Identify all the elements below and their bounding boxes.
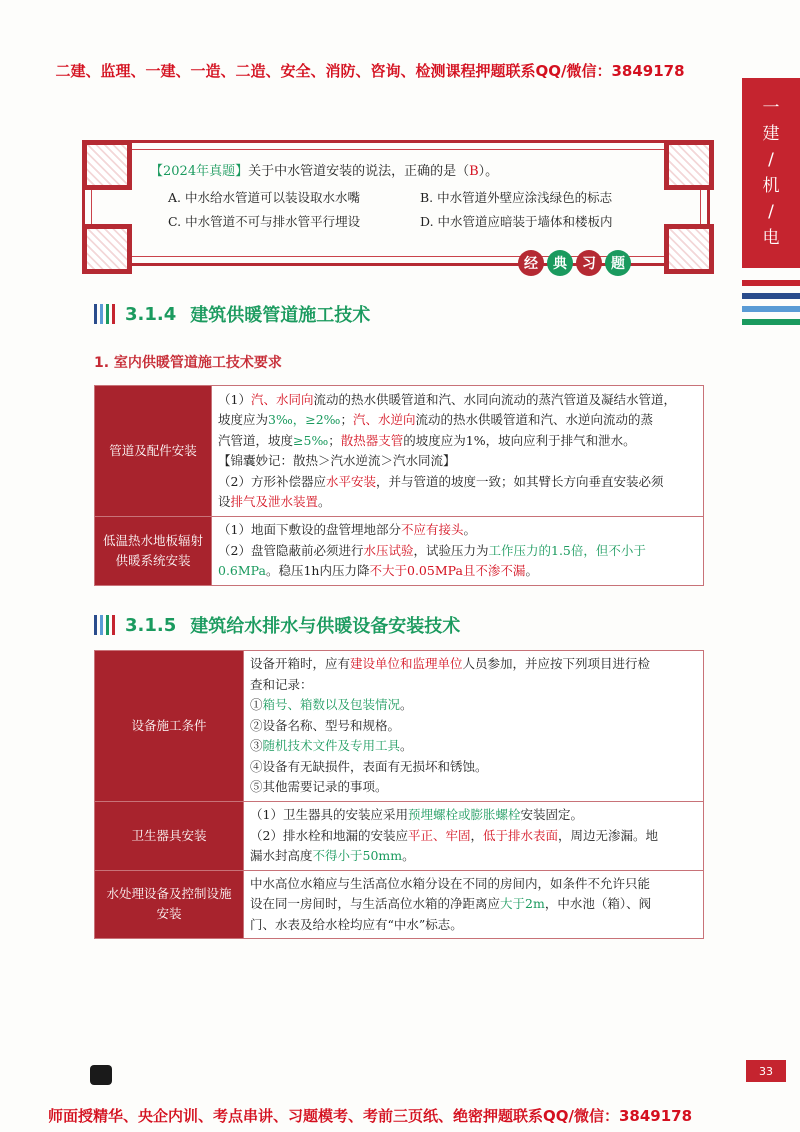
row-label: 管道及配件安装 <box>95 386 212 517</box>
row-label: 卫生器具安装 <box>95 802 244 871</box>
badge-char: 题 <box>605 250 631 276</box>
section-title: 建筑给水排水与供暖设备安装技术 <box>190 616 461 637</box>
row-label: 设备施工条件 <box>95 651 244 802</box>
side-stripe-blue <box>742 293 800 299</box>
side-tab-char: / <box>768 202 774 222</box>
section-bars-icon <box>94 615 115 635</box>
section-heading-315 <box>94 612 460 638</box>
frame-corner-ornament <box>664 140 714 190</box>
promo-banner-bottom: 师面授精华、央企内训、考点串讲、习题模考、考前三页纸、绝密押题联系QQ/微信：3849178 <box>47 1107 693 1125</box>
table-row <box>95 517 704 586</box>
exercise-year-tag: 【2024年真题】 <box>150 164 249 179</box>
row-content: （1）汽、水同向流动的热水供暖管道和汽、水同向流动的蒸汽管道及凝结水管道， 坡度应为3‰，≥2‰；汽、水逆向流动的热水供暖管道和汽、水逆向流动的蒸 汽管道，坡度≥5‰；散热器支管的坡度应为1%，坡向应利于排气和泄水。 【锦囊妙记：散热＞汽水逆流＞汽水同流】 （2）方形补偿器应水平安装，并与管道的坡度一致；如其臂长方向垂直安装必须 设排气及泄水装置。 <box>212 386 704 517</box>
page-number: 33 <box>746 1060 786 1082</box>
section-title: 建筑供暖管道施工技术 <box>190 305 371 326</box>
side-stripe-green <box>742 319 800 325</box>
promo-banner-top: 二建、监理、一建、一造、二造、安全、消防、咨询、检测课程押题联系QQ/微信：3849178 <box>55 62 685 80</box>
option-a: A. 中水给水管道可以装设取水水嘴 <box>168 190 360 205</box>
row-label: 水处理设备及控制设施安装 <box>95 870 244 939</box>
frame-corner-ornament <box>82 224 132 274</box>
side-stripe-red <box>742 280 800 286</box>
badge-char: 经 <box>518 250 544 276</box>
side-stripe-lightblue <box>742 306 800 312</box>
heating-requirements-table <box>94 385 704 586</box>
side-tab-char: 建 <box>762 124 780 144</box>
row-content: （1）地面下敷设的盘管埋地部分不应有接头。 （2）盘管隐蔽前必须进行水压试验，试验压力为工作压力的1.5倍，但不小于 0.6MPa。稳压1h内压力降不大于0.05MPa且不渗不漏。 <box>212 517 704 586</box>
section-heading-314 <box>94 301 370 327</box>
option-c: C. 中水管道不可与排水管平行埋设 <box>168 214 361 229</box>
section-number: 3.1.4 <box>125 303 177 325</box>
option-d: D. 中水管道应暗装于墙体和楼板内 <box>420 214 613 229</box>
publisher-logo-icon <box>90 1065 112 1085</box>
equipment-installation-table <box>94 650 704 939</box>
table-row <box>95 651 704 802</box>
subsection-title: 1. 室内供暖管道施工技术要求 <box>94 355 282 371</box>
section-bars-icon <box>94 304 115 324</box>
table-row <box>95 870 704 939</box>
badge-char: 典 <box>547 250 573 276</box>
classic-exercise-badges <box>518 250 631 276</box>
badge-char: 习 <box>576 250 602 276</box>
option-b: B. 中水管道外壁应涂浅绿色的标志 <box>420 190 613 205</box>
table-row <box>95 386 704 517</box>
row-content: （1）卫生器具的安装应采用预埋螺栓或膨胀螺栓安装固定。 （2）排水栓和地漏的安装应平正、牢固，低于排水表面，周边无渗漏。地 漏水封高度不得小于50mm。 <box>244 802 704 871</box>
side-tab-char: 一 <box>762 98 780 118</box>
section-number: 3.1.5 <box>125 614 177 636</box>
row-content: 中水高位水箱应与生活高位水箱分设在不同的房间内，如条件不允许只能 设在同一房间时，与生活高位水箱的净距离应大于2m，中水池（箱）、阀 门、水表及给水栓均应有“中水”标志。 <box>244 870 704 939</box>
frame-corner-ornament <box>82 140 132 190</box>
side-tab-char: / <box>768 150 774 170</box>
exercise-question: 【2024年真题】关于中水管道安装的说法，正确的是（B）。 <box>150 164 499 179</box>
table-row <box>95 802 704 871</box>
frame-corner-ornament <box>664 224 714 274</box>
side-tab-char: 电 <box>762 228 780 248</box>
row-label: 低温热水地板辐射供暖系统安装 <box>95 517 212 586</box>
side-chapter-tab <box>742 78 800 268</box>
exercise-answer: B <box>469 164 479 179</box>
row-content: 设备开箱时，应有建设单位和监理单位人员参加，并应按下列项目进行检 查和记录： ①箱号、箱数以及包装情况。 ②设备名称、型号和规格。 ③随机技术文件及专用工具。 ④设备有无缺损件，表面有无损坏和锈蚀。 ⑤其他需要记录的事项。 <box>244 651 704 802</box>
side-tab-char: 机 <box>762 176 780 196</box>
